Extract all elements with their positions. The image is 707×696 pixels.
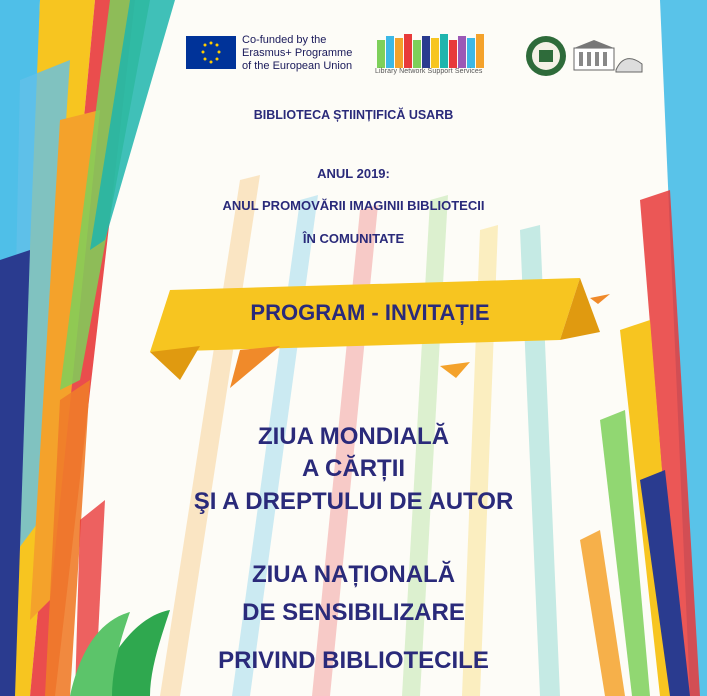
theme-line: ÎN COMUNITATE <box>302 231 405 246</box>
day-title-line: ZIUA NAȚIONALĂ <box>251 561 456 588</box>
eu-flag-icon <box>186 36 236 69</box>
theme-line: ANUL PROMOVĂRII IMAGINII BIBLIOTECII <box>222 198 485 213</box>
header-logos <box>0 28 707 88</box>
eu-text-line: of the European Union <box>242 60 353 72</box>
day-title-line: PRIVIND BIBLIOTECILE <box>218 647 489 674</box>
banner-shape <box>140 270 610 390</box>
library-logo-text: Library Network Support Services <box>375 68 483 75</box>
day-title-line: DE SENSIBILIZARE <box>242 599 465 626</box>
day-title-line: ZIUA MONDIALĂ <box>257 423 450 450</box>
eu-text-line: Co-funded by the <box>242 34 327 46</box>
year-title: ANUL 2019: <box>317 166 390 181</box>
eu-text-line: Erasmus+ Programme <box>242 47 353 59</box>
institution-name: BIBLIOTECA ȘTIINȚIFICĂ USARB <box>253 108 454 122</box>
usarb-emblem-icon <box>524 34 644 78</box>
banner-title: PROGRAM - INVITAȚIE <box>250 300 490 325</box>
day-title-line: A CĂRȚII <box>301 455 406 482</box>
eu-cofunded-text <box>242 34 352 73</box>
day-title-line: ŞI A DREPTULUI DE AUTOR <box>193 488 514 515</box>
